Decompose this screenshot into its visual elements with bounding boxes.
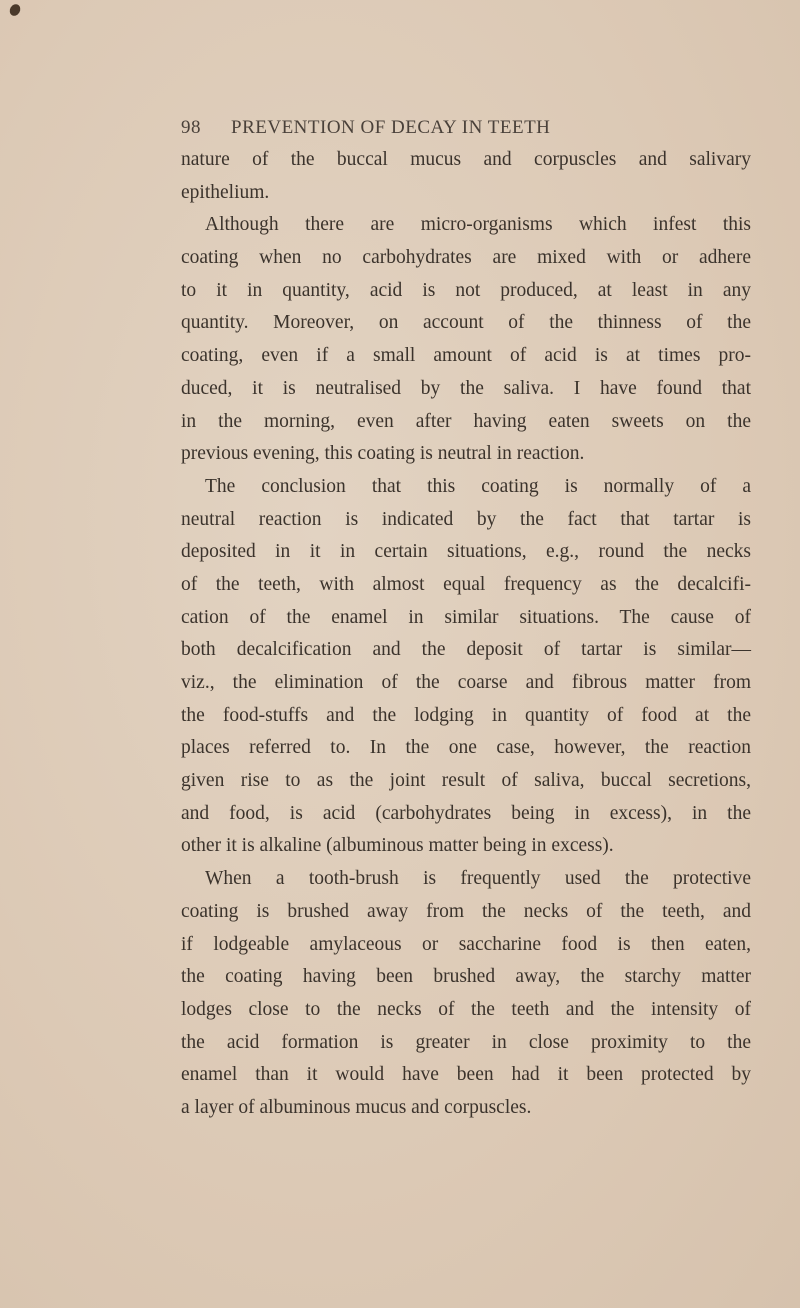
text-line: if lodgeable amylaceous or saccharine food is then eaten, (181, 933, 751, 955)
text-line: The conclusion that this coating is normally of a (205, 475, 751, 497)
ink-spot (8, 2, 23, 17)
text-line: coating when no carbohydrates are mixed with or adhere (181, 247, 751, 269)
text-line: a layer of albuminous mucus and corpuscles. (181, 1096, 532, 1118)
running-title: PREVENTION OF DECAY IN TEETH (231, 117, 551, 138)
page-number: 98 (181, 117, 201, 138)
text-line: quantity. Moreover, on account of the thinness of the (181, 312, 751, 334)
text-line: viz., the elimination of the coarse and fibrous matter from (181, 672, 751, 693)
body-text (181, 144, 751, 1125)
text-line: places referred to. In the one case, however, the reaction (181, 737, 751, 759)
text-line: lodges close to the necks of the teeth and the intensity of (181, 998, 751, 1020)
text-line: cation of the enamel in similar situations. The cause of (181, 606, 751, 628)
text-line: Although there are micro-organisms which infest this (205, 214, 751, 236)
running-header (181, 112, 751, 144)
text-line: nature of the buccal mucus and corpuscles and salivary (181, 149, 751, 170)
text-line: and food, is acid (carbohydrates being in excess), in the (181, 802, 751, 824)
text-line: coating, even if a small amount of acid is at times pro- (181, 345, 751, 367)
text-line: both decalcification and the deposit of tartar is similar— (181, 639, 751, 661)
text-line: to it in quantity, acid is not produced, at least in any (181, 279, 751, 301)
text-line: the acid formation is greater in close proximity to the (181, 1031, 751, 1053)
text-line: epithelium. (181, 181, 270, 203)
book-page (181, 112, 751, 1125)
text-line: deposited in it in certain situations, e.g., round the necks (181, 541, 751, 563)
text-line: other it is alkaline (albuminous matter being in excess). (181, 835, 614, 857)
text-line: given rise to as the joint result of saliva, buccal secretions, (181, 770, 751, 792)
text-line: neutral reaction is indicated by the fact that tartar is (181, 508, 751, 530)
text-line: When a tooth-brush is frequently used the protective (205, 868, 751, 890)
text-line: duced, it is neutralised by the saliva. I have found that (181, 377, 751, 399)
text-line: of the teeth, with almost equal frequency as the decalcifi- (181, 573, 751, 595)
text-line: in the morning, even after having eaten sweets on the (181, 410, 751, 432)
text-line: the coating having been brushed away, the starchy matter (181, 966, 751, 988)
text-line: the food-stuffs and the lodging in quantity of food at the (181, 704, 751, 726)
text-line: previous evening, this coating is neutral in reaction. (181, 443, 585, 465)
text-line: coating is brushed away from the necks of the teeth, and (181, 900, 751, 922)
text-line: enamel than it would have been had it been protected by (181, 1064, 751, 1086)
